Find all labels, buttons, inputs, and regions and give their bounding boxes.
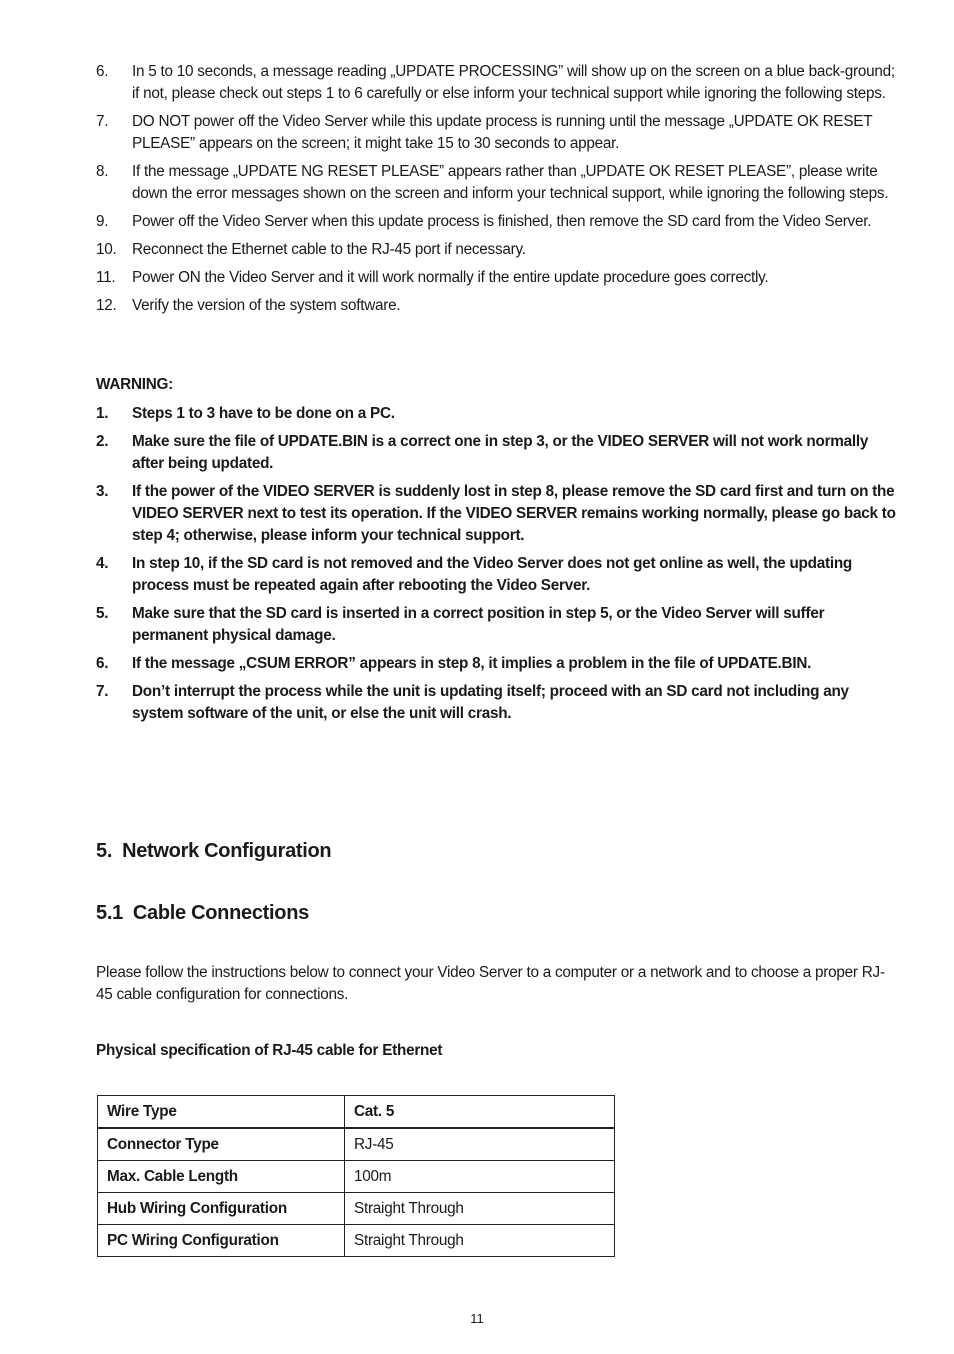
warning-number: 6. <box>96 655 109 672</box>
section-number: 5. <box>96 840 113 862</box>
list-item <box>96 681 896 725</box>
spec-key: PC Wiring Configuration <box>98 1225 345 1257</box>
step-number: 9. <box>96 213 109 230</box>
step-number: 10. <box>96 241 117 258</box>
table-row <box>98 1161 615 1193</box>
page-number: 11 <box>470 1311 484 1326</box>
intro-paragraph: Please follow the instructions below to connect your Video Server to a computer or a network and to choose a proper RJ-45 cable configuration for connections. <box>96 964 885 1003</box>
section-heading <box>96 840 331 863</box>
warning-number: 7. <box>96 683 109 700</box>
spec-key: Wire Type <box>98 1096 345 1129</box>
list-item <box>96 653 896 675</box>
spec-table-title: Physical specification of RJ-45 cable for Ethernet <box>96 1042 443 1059</box>
warning-number: 3. <box>96 483 109 500</box>
list-item <box>96 431 896 475</box>
update-steps-list <box>96 61 896 323</box>
spec-value: Straight Through <box>345 1193 615 1225</box>
subsection-number: 5.1 <box>96 902 123 924</box>
list-item <box>96 553 896 597</box>
warning-text: If the power of the VIDEO SERVER is suddenly lost in step 8, please remove the SD card first and turn on the VIDEO SERVER next to test its operation. If the VIDEO SERVER remains working normally, please go back to step 4; otherwise, please inform your technical support. <box>132 483 896 544</box>
spec-value: Straight Through <box>345 1225 615 1257</box>
list-item <box>96 61 896 105</box>
step-number: 6. <box>96 63 109 80</box>
spec-key: Connector Type <box>98 1128 345 1161</box>
spec-table <box>97 1095 615 1257</box>
warning-number: 2. <box>96 433 109 450</box>
warning-number: 1. <box>96 405 109 422</box>
list-item <box>96 267 896 289</box>
table-row <box>98 1128 615 1161</box>
warning-list <box>96 403 896 731</box>
table-row <box>98 1096 615 1129</box>
step-text: Power off the Video Server when this update process is finished, then remove the SD card from the Video Server. <box>132 213 872 230</box>
warning-heading: WARNING: <box>96 376 174 393</box>
table-row <box>98 1225 615 1257</box>
spec-value: 100m <box>345 1161 615 1193</box>
list-item <box>96 603 896 647</box>
step-number: 12. <box>96 297 117 314</box>
warning-text: If the message „CSUM ERROR” appears in step 8, it implies a problem in the file of UPDATE.BIN. <box>132 655 812 672</box>
warning-text: Make sure the file of UPDATE.BIN is a correct one in step 3, or the VIDEO SERVER will not work normally after being updated. <box>132 433 869 472</box>
list-item <box>96 211 896 233</box>
spec-key: Max. Cable Length <box>98 1161 345 1193</box>
step-text: Power ON the Video Server and it will work normally if the entire update procedure goes correctly. <box>132 269 769 286</box>
step-text: Reconnect the Ethernet cable to the RJ-45 port if necessary. <box>132 241 526 258</box>
spec-value: RJ-45 <box>345 1128 615 1161</box>
step-text: In 5 to 10 seconds, a message reading „UPDATE PROCESSING” will show up on the screen on a blue back-ground; if not, please check out steps 1 to 6 carefully or else inform your technical support while ignoring the following steps. <box>132 63 895 102</box>
list-item <box>96 111 896 155</box>
step-text: If the message „UPDATE NG RESET PLEASE” appears rather than „UPDATE OK RESET PLEASE”, please write down the error messages shown on the screen and inform your technical support, while ignoring the following steps. <box>132 163 889 202</box>
step-text: Verify the version of the system software. <box>132 297 401 314</box>
spec-value: Cat. 5 <box>345 1096 615 1129</box>
subsection-heading <box>96 902 309 925</box>
warning-text: In step 10, if the SD card is not removed and the Video Server does not get online as well, the updating process must be repeated again after rebooting the Video Server. <box>132 555 853 594</box>
section-title: Network Configuration <box>122 840 332 862</box>
list-item <box>96 161 896 205</box>
list-item <box>96 295 896 317</box>
warning-number: 5. <box>96 605 109 622</box>
step-number: 7. <box>96 113 109 130</box>
subsection-title: Cable Connections <box>132 902 309 924</box>
warning-text: Steps 1 to 3 have to be done on a PC. <box>132 405 395 422</box>
list-item <box>96 403 896 425</box>
spec-key: Hub Wiring Configuration <box>98 1193 345 1225</box>
step-text: DO NOT power off the Video Server while this update process is running until the message „UPDATE OK RESET PLEASE” appears on the screen; it might take 15 to 30 seconds to appear. <box>132 113 873 152</box>
warning-text: Make sure that the SD card is inserted in a correct position in step 5, or the Video Server will suffer permanent physical damage. <box>132 605 825 644</box>
warning-text: Don’t interrupt the process while the unit is updating itself; proceed with an SD card not including any system software of the unit, or else the unit will crash. <box>132 683 849 722</box>
step-number: 8. <box>96 163 109 180</box>
step-number: 11. <box>96 269 116 286</box>
table-row <box>98 1193 615 1225</box>
list-item <box>96 481 896 547</box>
list-item <box>96 239 896 261</box>
warning-number: 4. <box>96 555 109 572</box>
